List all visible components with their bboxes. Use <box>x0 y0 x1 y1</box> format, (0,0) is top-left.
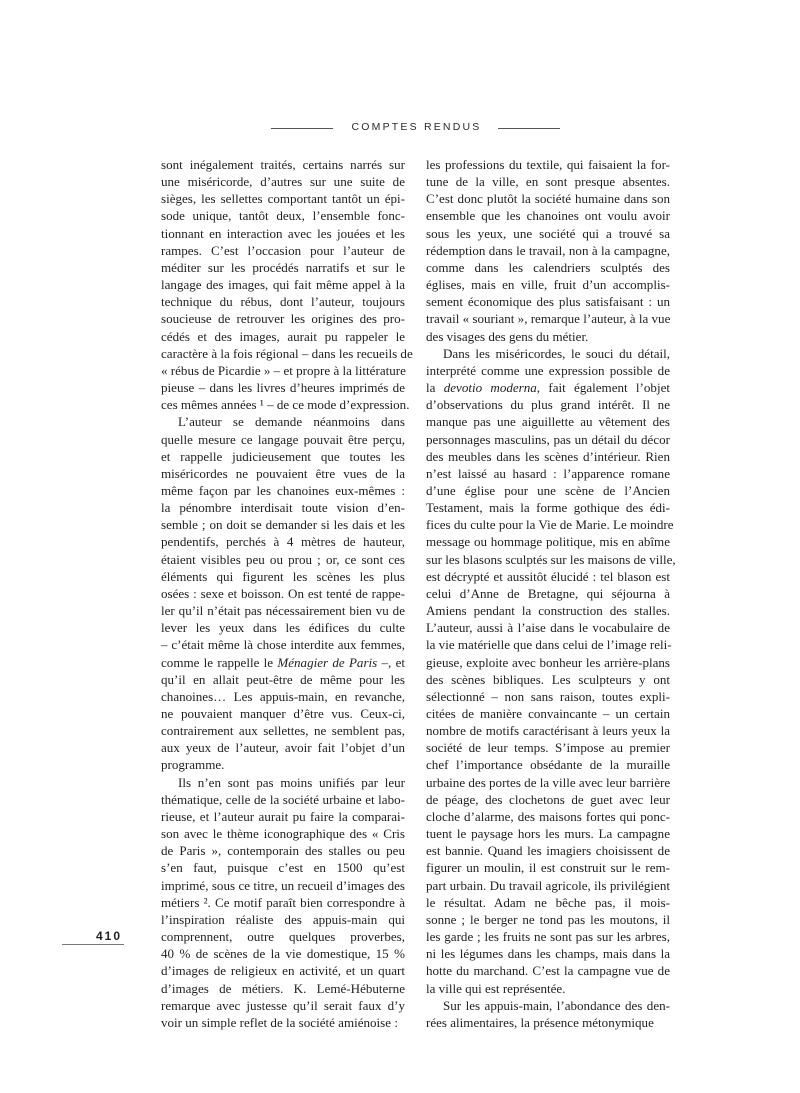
text-line: imprimé, sous ce titre, un recueil d’images des <box>161 877 405 893</box>
text-line: programme. <box>161 757 225 773</box>
text-line <box>161 654 405 671</box>
text-line: est décrypté et aussitôt élucidé : tel blason est <box>426 568 670 584</box>
text-line: méditer sur les procédés narratifs et sur le <box>161 259 405 275</box>
text-line: fices du culte pour la Vie de Marie. Le moindre <box>426 517 674 533</box>
text-run: la <box>426 380 444 396</box>
text-line: voir un simple reflet de la société amiénoise : <box>161 1014 398 1030</box>
text-line: ni les légumes dans les champs, mais dans la <box>426 946 670 962</box>
text-line: contrairement aux sellettes, ne semblent pas, <box>161 723 405 739</box>
text-line: manque pas une aiguillette au vêtement des <box>426 414 670 430</box>
text-line: figurer un moulin, il est construit sur le rem- <box>426 860 670 876</box>
text-line: langage des images, qui fait même appel à la <box>161 277 405 293</box>
paragraph <box>426 345 676 997</box>
text-line: éléments qui figurent les scènes les plus <box>161 568 405 584</box>
header-rule-right <box>498 128 560 129</box>
text-line: la pénombre interdisait toute vision d’en- <box>161 500 405 516</box>
text-line: même façon par les chanoines eux-mêmes : <box>161 482 405 498</box>
text-line: part urbain. Du travail agricole, ils privilégient <box>426 877 670 893</box>
text-line: la ville qui est représentée. <box>426 980 566 996</box>
text-line: la vie matérielle que dans celui de l’image reli- <box>426 637 672 653</box>
running-header <box>0 121 800 137</box>
text-line: Dans les miséricordes, le souci du détail, <box>443 345 670 361</box>
text-line: ler qu’il n’était pas nécessairement bien vu de <box>161 603 405 619</box>
text-line: lever les yeux dans les édifices du culte <box>161 620 405 636</box>
text-line: caractère à la fois régional – dans les recueils de <box>161 345 413 361</box>
text-line: une miséricorde, d’autres sur une suite de <box>161 174 405 190</box>
text-line: comprennent, outre quelques proverbes, <box>161 929 405 945</box>
text-line: des meubles dans les scènes d’intérieur. Rien <box>426 448 670 464</box>
text-line: citées de manière convaincante – un certain <box>426 706 670 721</box>
text-line: miséricordes ne pouvaient être vues de la <box>161 465 405 481</box>
text-line: thématique, celle de la société urbaine et labo- <box>161 791 405 807</box>
text-line: travail « souriant », remarque l’auteur, à la vue <box>426 311 671 327</box>
text-line: sélectionné – non sans raison, toutes expli- <box>426 688 670 704</box>
text-line: de péage, des clochetons de guet avec leur <box>426 791 670 807</box>
text-line: rampes. C’est l’occasion pour l’auteur de <box>161 242 405 258</box>
text-line: interprété comme une expression possible de <box>426 362 670 378</box>
paragraph <box>426 997 670 1031</box>
text-line: sement économique des plus satisfaisant : un <box>426 294 670 310</box>
text-line: sonne ; le berger ne tond pas les moutons, il <box>426 911 670 927</box>
text-line: cédés et des images, aurait pu rappeler le <box>161 328 405 344</box>
text-line: rieuse, et l’auteur aurait pu faire la comparai- <box>161 808 405 824</box>
text-line: tuent le paysage hors les murs. La campagne <box>426 826 670 842</box>
text-line: 40 % de scènes de la vie domestique, 15 % <box>161 946 405 962</box>
text-line: osées : sexe et boisson. On est tenté de rappe- <box>161 585 405 601</box>
text-line: d’observations du plus grand intérêt. Il ne <box>426 397 670 413</box>
text-line: « rébus de Picardie » – et propre à la littérature <box>161 362 406 378</box>
header-title: COMPTES RENDUS <box>351 121 482 133</box>
text-line: des scènes bibliques. Les sculpteurs y ont <box>426 671 670 687</box>
text-line: nombre de motifs caractérisant à leurs yeux la <box>426 723 670 739</box>
text-line: d’images de métiers. K. Lemé-Hébuterne <box>161 980 405 996</box>
text-line: rédemption dans le travail, non à la campagne, <box>426 242 670 258</box>
text-line: message ou hommage politique, mis en abîme <box>426 534 670 550</box>
text-line: tune de la ville, en sont presque absentes. <box>426 174 670 190</box>
text-line: personnages masculins, pas un détail du décor <box>426 431 670 447</box>
book-title: Ménagier de Paris <box>277 654 378 670</box>
text-line: étaient visibles peu ou prou ; or, ce sont ces <box>161 551 405 567</box>
text-line: qu’il en allait peut-être de même pour les <box>161 671 405 687</box>
page-number: 410 <box>96 929 123 943</box>
text-line: soucieuse de retrouver les origines des pro- <box>161 311 405 327</box>
text-run: –, et <box>377 654 405 670</box>
text-line: celui d’Anne de Bretagne, qui séjourna à <box>426 585 670 601</box>
text-line: remarque avec justesse qu’il serait faux d’y <box>161 997 405 1013</box>
text-line: ces mêmes années ¹ – de ce mode d’expression. <box>161 397 410 413</box>
text-line: gieuse, exploite avec bonheur les arrière-plans <box>426 654 670 670</box>
text-line: tionnant en interaction avec les jouées et les <box>161 225 405 241</box>
text-line: son avec le thème iconographique des « Cris <box>161 826 405 842</box>
text-line: l’inspiration réaliste des appuis-main qui <box>161 911 405 927</box>
text-line: sont inégalement traités, certains narrés sur <box>161 157 405 172</box>
text-line: pieuse – dans les livres d’heures imprimés de <box>161 380 405 396</box>
text-line: les professions du textile, qui faisaient la for- <box>426 157 670 172</box>
text-line: hotte du marchand. C’est la campagne vue de <box>426 963 670 979</box>
text-line: cloche d’alarme, des maisons fortes qui ponc- <box>426 808 670 824</box>
left-column <box>161 156 413 1031</box>
text-line: sur les blasons sculptés sur les maisons de ville, <box>426 551 676 567</box>
text-line: et rappelle judicieusement que toutes les <box>161 448 405 464</box>
text-line: sièges, les sellettes comportant tantôt un épi- <box>161 191 405 207</box>
text-line: urbaine des portes de la ville avec leur barrière <box>426 774 671 790</box>
text-line: – c’était même là chose interdite aux femmes, <box>161 637 405 653</box>
text-line: C’est donc plutôt la société humaine dans son <box>426 191 670 207</box>
page-number-rule <box>62 944 124 945</box>
paragraph <box>161 156 413 413</box>
right-column <box>426 156 676 1031</box>
paragraph <box>426 156 670 345</box>
text-line: pendentifs, perchés à 4 mètres de hauteur, <box>161 534 405 550</box>
text-line: chef l’importance obsédante de la muraille <box>426 757 670 773</box>
text-line: aux yeux de l’auteur, avoir fait l’objet d’un <box>161 740 405 756</box>
paragraph <box>161 774 405 1031</box>
text-line: églises, mais en ville, fruit d’un accomplis- <box>426 277 670 293</box>
text-line: semble ; on doit se demander si les dais et les <box>161 517 405 533</box>
text-line: ensemble que les chanoines ont voulu avoir <box>426 208 670 224</box>
text-run: comme le rappelle le <box>161 654 278 670</box>
text-line: L’auteur se demande néanmoins dans <box>178 414 405 430</box>
italic-term: devotio moderna <box>443 380 537 396</box>
text-line: comme dans les calendriers sculptés des <box>426 259 670 275</box>
text-line: s’en faut, puisque c’est en 1500 qu’est <box>161 860 405 876</box>
text-line: les garde ; les fruits ne sont pas sur les arbres, <box>426 929 670 945</box>
text-line: le résultat. Adam ne bêche pas, il mois- <box>426 894 670 910</box>
header-rule-left <box>271 128 333 129</box>
text-line <box>426 379 670 396</box>
text-line: n’est laissé au hasard : l’apparence romane <box>426 465 670 481</box>
text-line: des visages des gens du métier. <box>426 328 589 344</box>
text-line: est bannie. Quand les imagiers choisissent de <box>426 843 670 859</box>
text-line: quelle mesure ce langage pouvait être perçu, <box>161 431 405 447</box>
text-line: sode unique, tantôt deux, l’ensemble fonc- <box>161 208 405 224</box>
text-line: Sur les appuis-main, l’abondance des den- <box>443 997 670 1013</box>
text-run: , fait également l’objet <box>536 380 670 396</box>
text-line: société de leur temps. S’impose au premier <box>426 740 670 756</box>
text-line: Ils n’en sont pas moins unifiés par leur <box>178 774 405 790</box>
text-line: d’une église pour une scène de l’Ancien <box>426 482 670 498</box>
text-line: ne pouvaient manquer d’être vus. Ceux-ci, <box>161 706 405 721</box>
text-line: technique du rébus, dont l’auteur, toujours <box>161 294 405 310</box>
paragraph <box>161 413 405 773</box>
text-line: de Paris », contemporain des stalles ou peu <box>161 843 405 859</box>
text-line: d’images de religieux en activité, et un quart <box>161 963 405 979</box>
text-line: Testament, mais la forme gothique des édi- <box>426 500 670 516</box>
text-line: rées alimentaires, la présence métonymique <box>426 1014 654 1030</box>
text-line: L’auteur, aussi à l’aise dans le vocabulaire de <box>426 620 670 636</box>
text-line: sous les yeux, une société qui a trouvé sa <box>426 225 670 241</box>
text-line: métiers ². Ce motif paraît bien correspondre à <box>161 894 405 910</box>
text-line: Amiens pendant la construction des stalles. <box>426 603 670 619</box>
text-line: chanoines… Les appuis-main, en revanche, <box>161 688 405 704</box>
